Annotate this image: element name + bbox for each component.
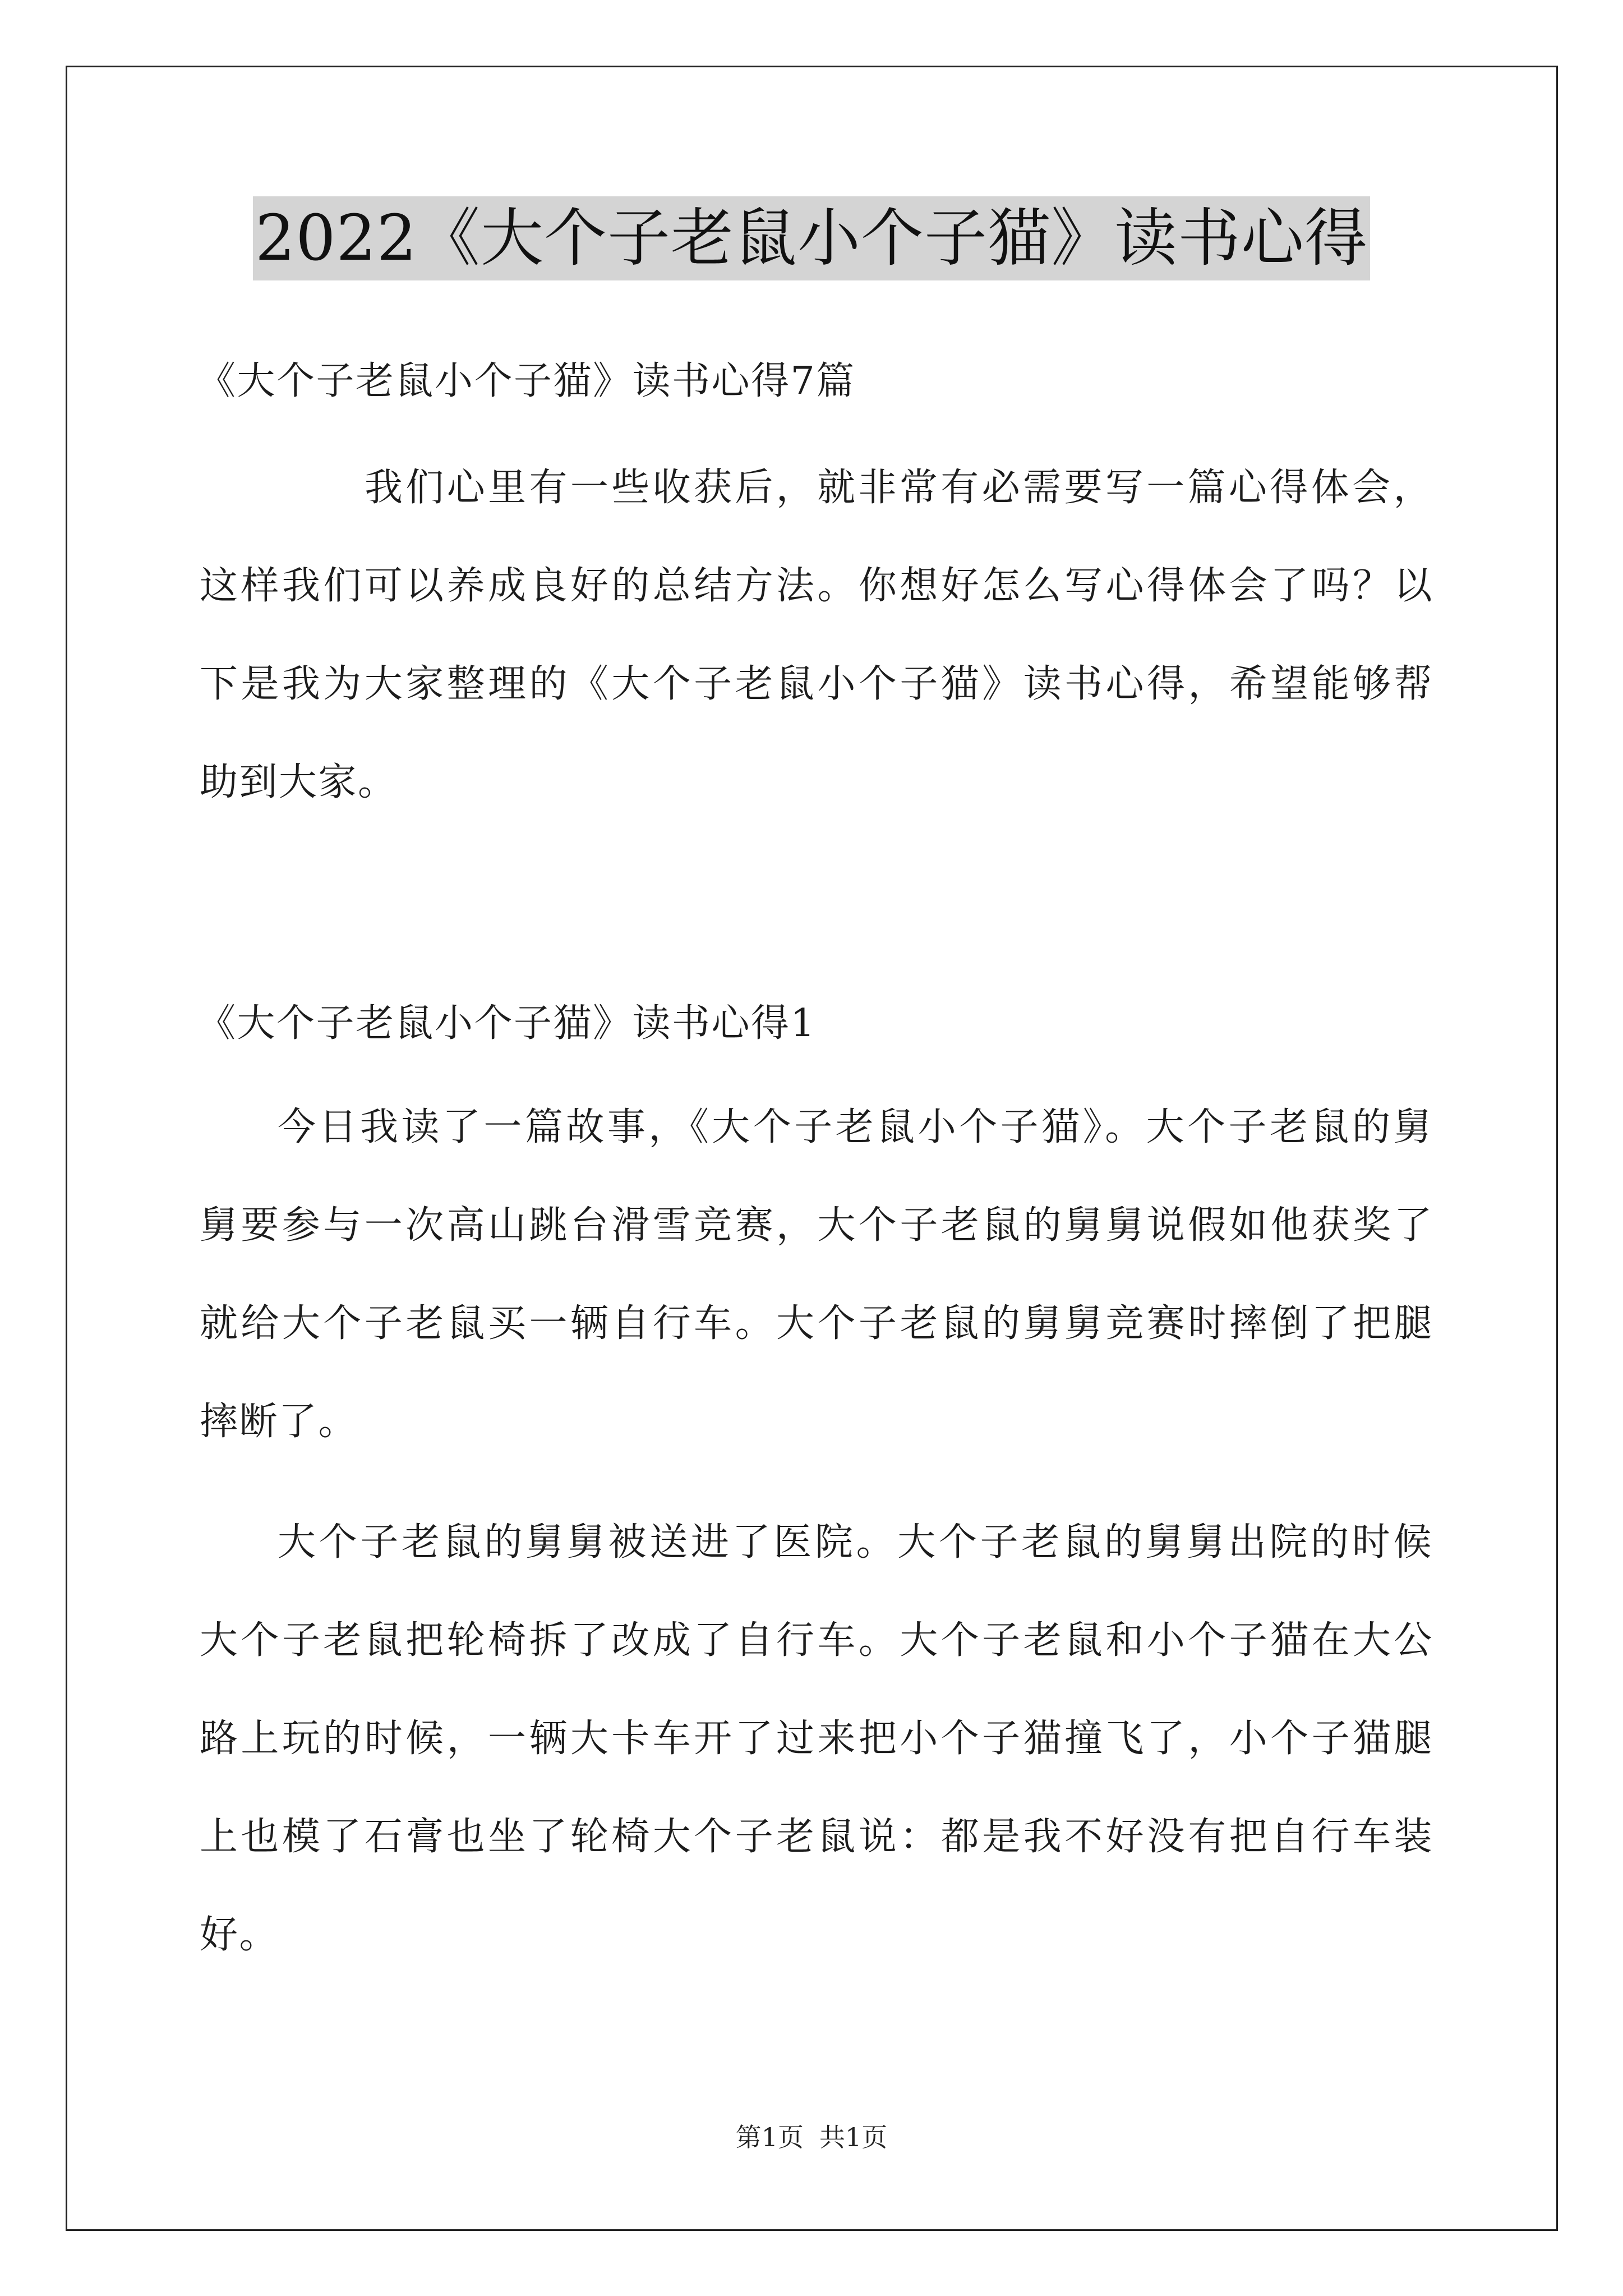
page-footer [0, 2120, 1623, 2154]
section-heading: 《大个子老鼠小个子猫》读书心得1 [197, 1001, 817, 1046]
intro-line-4: 助到大家。 [200, 760, 398, 804]
intro-line-3: 下是我为大家整理的《大个子老鼠小个子猫》读书心得，希望能够帮 [200, 662, 1433, 706]
title-container [0, 196, 1623, 280]
paragraph1-line-4: 摔断了。 [200, 1400, 358, 1444]
page-total: 共1页 [819, 2122, 888, 2152]
document-subtitle: 《大个子老鼠小个子猫》读书心得7篇 [197, 359, 856, 403]
intro-line-1: 我们心里有一些收获后，就非常有必需要写一篇心得体会， [365, 466, 1433, 510]
paragraph2-line-2: 大个子老鼠把轮椅拆了改成了自行车。大个子老鼠和小个子猫在大公 [200, 1618, 1433, 1663]
page-number: 第1页 [735, 2122, 804, 2152]
paragraph2-line-3: 路上玩的时候，一辆大卡车开了过来把小个子猫撞飞了，小个子猫腿 [200, 1717, 1433, 1761]
paragraph1-line-1: 今日我读了一篇故事，《大个子老鼠小个子猫》。大个子老鼠的舅 [278, 1105, 1433, 1149]
paragraph2-line-4: 上也模了石膏也坐了轮椅大个子老鼠说：都是我不好没有把自行车装 [200, 1815, 1433, 1859]
document-title: 2022《大个子老鼠小个子猫》读书心得 [253, 196, 1370, 280]
paragraph2-line-5: 好。 [200, 1913, 279, 1957]
paragraph2-line-1: 大个子老鼠的舅舅被送进了医院。大个子老鼠的舅舅出院的时候 [278, 1520, 1433, 1565]
paragraph1-line-2: 舅要参与一次高山跳台滑雪竞赛，大个子老鼠的舅舅说假如他获奖了 [200, 1203, 1433, 1248]
intro-line-2: 这样我们可以养成良好的总结方法。你想好怎么写心得体会了吗？以 [200, 564, 1433, 608]
paragraph1-line-3: 就给大个子老鼠买一辆自行车。大个子老鼠的舅舅竞赛时摔倒了把腿 [200, 1301, 1433, 1346]
